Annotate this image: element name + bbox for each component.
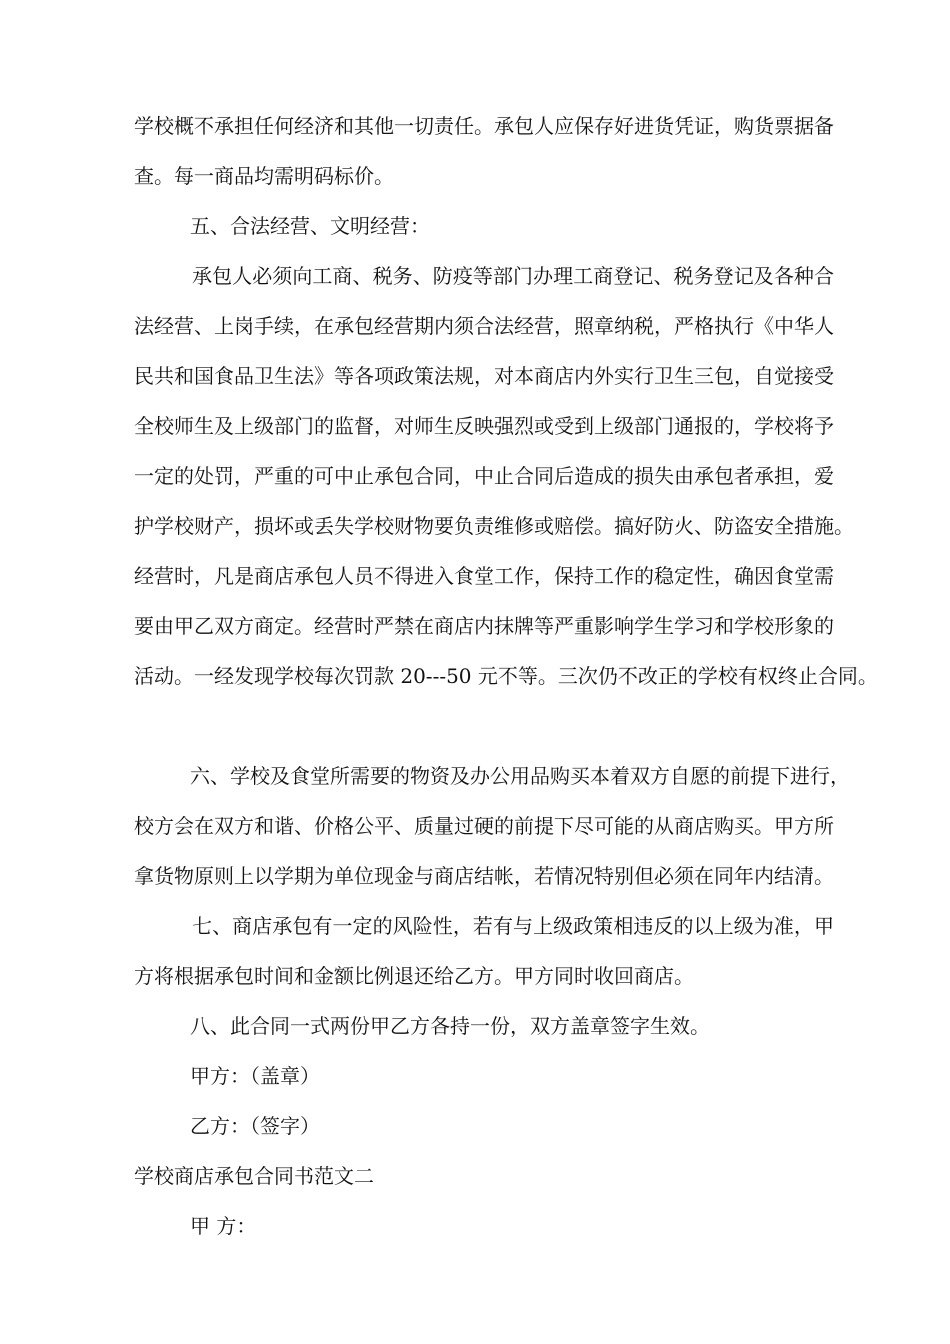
paragraph-line: 承包人必须向工商、税务、防疫等部门办理工商登记、税务登记及各种合 — [192, 264, 834, 288]
paragraph-line: 方将根据承包时间和金额比例退还给乙方。甲方同时收回商店。 — [134, 964, 694, 988]
section-title: 学校商店承包合同书范文二 — [134, 1164, 374, 1188]
paragraph-line: 八、此合同一式两份甲乙方各持一份，双方盖章签字生效。 — [190, 1014, 710, 1038]
paragraph-line: 拿货物原则上以学期为单位现金与商店结帐，若情况特别但必须在同年内结清。 — [134, 864, 834, 888]
section-heading-5: 五、合法经营、文明经营： — [190, 214, 430, 238]
paragraph-line: 学校概不承担任何经济和其他一切责任。承包人应保存好进货凭证，购货票据备 — [134, 114, 834, 138]
paragraph-line: 经营时，凡是商店承包人员不得进入食堂工作，保持工作的稳定性，确因食堂需 — [134, 564, 834, 588]
paragraph-line: 民共和国食品卫生法》等各项政策法规，对本商店内外实行卫生三包，自觉接受 — [134, 364, 834, 388]
paragraph-line: 查。每一商品均需明码标价。 — [134, 164, 394, 188]
paragraph-line: 校方会在双方和谐、价格公平、质量过硬的前提下尽可能的从商店购买。甲方所 — [134, 814, 834, 838]
paragraph-line: 活动。一经发现学校每次罚款 20---50 元不等。三次仍不改正的学校有权终止合同。 — [134, 664, 878, 688]
paragraph-line: 要由甲乙双方商定。经营时严禁在商店内抹牌等严重影响学生学习和学校形象的 — [134, 614, 834, 638]
paragraph-line: 全校师生及上级部门的监督，对师生反映强烈或受到上级部门通报的，学校将予 — [134, 414, 834, 438]
paragraph-line: 法经营、上岗手续，在承包经营期内须合法经营，照章纳税，严格执行《中华人 — [134, 314, 834, 338]
paragraph-line: 七、商店承包有一定的风险性，若有与上级政策相违反的以上级为准，甲 — [192, 914, 834, 938]
party-a-label: 甲 方： — [190, 1214, 257, 1238]
party-b-signature-line: 乙方：（签字） — [190, 1114, 320, 1138]
party-a-signature-line: 甲方：（盖章） — [190, 1064, 320, 1088]
paragraph-line: 一定的处罚，严重的可中止承包合同，中止合同后造成的损失由承包者承担，爱 — [134, 464, 834, 488]
paragraph-line: 护学校财产，损坏或丢失学校财物要负责维修或赔偿。搞好防火、防盗安全措施。 — [134, 514, 854, 538]
paragraph-line: 六、学校及食堂所需要的物资及办公用品购买本着双方自愿的前提下进行， — [190, 764, 850, 788]
